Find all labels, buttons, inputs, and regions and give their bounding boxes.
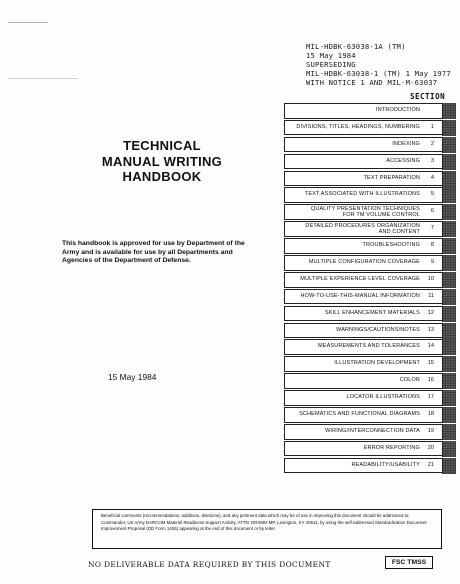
- toc-entry-label: HOW-TO-USE-THIS-MANUAL INFORMATION: [300, 292, 420, 299]
- toc-entry-label: ERROR REPORTING: [363, 444, 420, 451]
- toc-entry[interactable]: [284, 187, 456, 203]
- toc-section-number: 1: [430, 123, 434, 130]
- toc-entry[interactable]: [284, 272, 456, 288]
- toc-section-number: 13: [427, 326, 434, 333]
- section-thumb-tab[interactable]: [443, 204, 456, 220]
- toc-entry-label: TEXT ASSOCIATED WITH ILLUSTRATIONS: [304, 191, 420, 198]
- document-header: [306, 42, 456, 87]
- section-thumb-tab[interactable]: [443, 441, 456, 457]
- toc-entry[interactable]: [284, 137, 456, 153]
- toc-entry[interactable]: [284, 154, 456, 170]
- title-line-2: MANUAL WRITING: [101, 153, 223, 169]
- toc-section-number: 10: [427, 275, 434, 282]
- section-thumb-tab[interactable]: [443, 272, 456, 288]
- toc-section-number: 20: [427, 444, 434, 451]
- document-number: MIL-HDBK-63038-1A (TM): [306, 42, 406, 51]
- section-thumb-tab[interactable]: [443, 424, 456, 440]
- toc-entry-label: READABILITY/USABILITY: [351, 461, 420, 468]
- section-thumb-tab[interactable]: [443, 323, 456, 339]
- toc-entry-label: MEASUREMENTS AND TOLERANCES: [318, 343, 420, 350]
- section-thumb-tab[interactable]: [443, 255, 456, 271]
- section-thumb-tab[interactable]: [443, 187, 456, 203]
- scan-mark: [8, 78, 78, 79]
- section-thumb-tab[interactable]: [443, 137, 456, 153]
- toc-entry-label: ILLUSTRATION DEVELOPMENT: [334, 360, 420, 367]
- toc-entry-label: WARNINGS/CAUTIONS/NOTES: [336, 326, 420, 333]
- toc-entry-label: INTRODUCTION: [376, 107, 420, 113]
- toc-entry[interactable]: [284, 407, 456, 423]
- toc-entry-label: COLOR: [399, 377, 420, 384]
- fsc-box: FSC TMSS: [385, 556, 433, 569]
- toc-entry[interactable]: [284, 103, 456, 119]
- section-thumb-tab[interactable]: [443, 289, 456, 305]
- toc-section-number: 6: [430, 208, 434, 215]
- toc-section-number: 2: [430, 140, 434, 147]
- superseding-label: SUPERSEDING: [306, 60, 356, 69]
- title-line-1: TECHNICAL: [123, 138, 201, 153]
- toc-entry[interactable]: [284, 356, 456, 372]
- section-thumb-tab[interactable]: [443, 390, 456, 406]
- section-thumb-tab[interactable]: [443, 339, 456, 355]
- toc-entry-label: DIVISIONS, TITLES, HEADINGS, NUMBERING: [296, 123, 420, 130]
- toc-section-number: 16: [427, 377, 434, 384]
- toc-entry[interactable]: [284, 204, 456, 220]
- toc-entry[interactable]: [284, 221, 456, 237]
- page-title: [62, 138, 262, 185]
- toc-entry-label: INDEXING: [392, 140, 420, 147]
- section-thumb-tab[interactable]: [443, 306, 456, 322]
- toc-section-number: 11: [428, 292, 434, 299]
- table-of-contents: [284, 103, 456, 475]
- toc-entry[interactable]: [284, 306, 456, 322]
- section-thumb-tab[interactable]: [443, 103, 456, 119]
- toc-entry[interactable]: [284, 171, 456, 187]
- toc-entry[interactable]: [284, 424, 456, 440]
- toc-section-number: 19: [427, 427, 434, 434]
- toc-entry-label: TEXT PREPARATION: [363, 174, 420, 181]
- section-thumb-tab[interactable]: [443, 221, 456, 237]
- section-thumb-tab[interactable]: [443, 407, 456, 423]
- toc-section-number: 12: [427, 309, 434, 316]
- toc-section-number: 21: [427, 461, 434, 468]
- toc-entry-label: [311, 206, 420, 219]
- toc-entry-label-line: QUALITY PRESENTATION TECHNIQUES: [310, 205, 420, 212]
- toc-entry[interactable]: [284, 323, 456, 339]
- section-thumb-tab[interactable]: [443, 171, 456, 187]
- section-thumb-tab[interactable]: [443, 458, 456, 474]
- toc-entry[interactable]: [284, 255, 456, 271]
- superseded-document: MIL-HDBK-63038-1 (TM) 1 May 1977: [306, 69, 451, 78]
- toc-entry-label: WIRING/INTERCONNECTION DATA: [325, 427, 420, 434]
- toc-entry[interactable]: [284, 373, 456, 389]
- toc-entry-label-line: FOR TM VOLUME CONTROL: [342, 212, 420, 219]
- scan-mark: [8, 22, 48, 23]
- toc-section-number: 3: [430, 157, 434, 164]
- title-line-3: HANDBOOK: [122, 169, 202, 184]
- toc-section-number: 9: [430, 259, 434, 266]
- toc-entry[interactable]: [284, 289, 456, 305]
- publication-date: 15 May 1984: [108, 372, 157, 382]
- toc-entry[interactable]: [284, 390, 456, 406]
- toc-entry[interactable]: [284, 238, 456, 254]
- toc-entry-label: MULTIPLE CONFIGURATION COVERAGE: [308, 259, 420, 266]
- toc-section-number: 8: [430, 242, 434, 249]
- section-thumb-tab[interactable]: [443, 373, 456, 389]
- notice-reference: WITH NOTICE 1 AND MIL-M-63037: [306, 78, 438, 87]
- toc-section-number: 4: [430, 174, 434, 181]
- document-date: 15 May 1984: [306, 51, 356, 60]
- toc-entry[interactable]: [284, 458, 456, 474]
- toc-entry-label: TROUBLESHOOTING: [362, 242, 420, 249]
- section-thumb-tab[interactable]: [443, 120, 456, 136]
- section-thumb-tab[interactable]: [443, 238, 456, 254]
- toc-section-number: 14: [427, 343, 434, 350]
- toc-section-number: 5: [430, 191, 434, 198]
- toc-entry[interactable]: [284, 339, 456, 355]
- toc-entry-label: SCHEMATICS AND FUNCTIONAL DIAGRAMS: [299, 411, 420, 418]
- approval-statement: This handbook is approved for use by Department of the Army and is available for use by all Departments and Agencies of the Department of Defense.: [62, 240, 245, 265]
- toc-entry[interactable]: [284, 120, 456, 136]
- toc-entry-label: ACCESSING: [386, 157, 420, 164]
- toc-entry-label: MULTIPLE EXPERIENCE LEVEL COVERAGE: [300, 275, 420, 282]
- toc-section-number: 7: [430, 225, 434, 232]
- section-thumb-tab[interactable]: [443, 356, 456, 372]
- toc-section-number: 15: [427, 360, 434, 367]
- toc-entry-label-line: DETAILED PROCEDURES ORGANIZATION: [305, 222, 420, 229]
- toc-entry-label: SKILL ENHANCEMENT MATERIALS: [324, 309, 420, 316]
- toc-entry[interactable]: [284, 441, 456, 457]
- section-thumb-tab[interactable]: [443, 154, 456, 170]
- comment-notice-box: Beneficial comments (recommendations, additions, deletions), and any pertinent data which may be of use in improving this document should be addressed to: Commander, US Army DARCOM Materiel Readiness Support Activity, ATTN: DRXMD-MP, Lexington, KY 40511, by using the self-addressed Standardization Document Improvement Proposal (DD Form 1426) appearing at the end of this document or by letter.: [92, 509, 442, 549]
- section-heading: SECTION: [410, 92, 446, 101]
- toc-entry-label-line: AND CONTENT: [378, 229, 420, 236]
- toc-section-number: 17: [427, 394, 434, 401]
- distribution-statement: NO DELIVERABLE DATA REQUIRED BY THIS DOCUMENT: [88, 560, 331, 569]
- toc-entry-label: [305, 223, 420, 236]
- toc-section-number: 18: [427, 411, 434, 418]
- toc-entry-label: LOCATOR ILLUSTRATIONS: [346, 394, 420, 401]
